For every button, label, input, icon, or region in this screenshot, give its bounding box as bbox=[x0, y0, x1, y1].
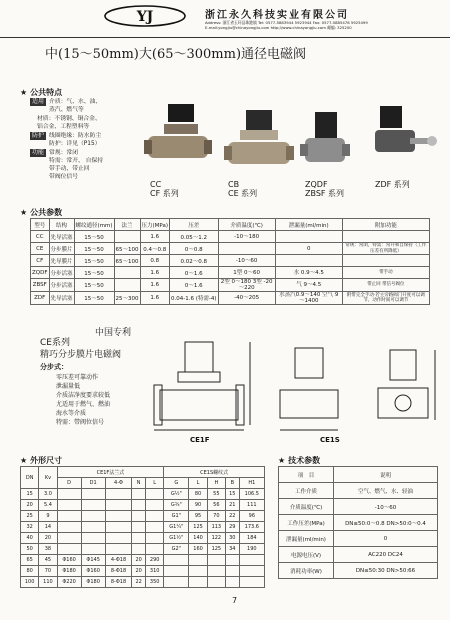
dims-row bbox=[21, 555, 265, 566]
tech-item-cell: 介质温度(℃) bbox=[279, 499, 334, 515]
dims-cell: 100 bbox=[21, 577, 39, 588]
dims-cell: 29 bbox=[225, 522, 239, 533]
dims-cell: G1½" bbox=[164, 533, 189, 544]
feature-item bbox=[30, 132, 140, 148]
dims-cell bbox=[81, 522, 105, 533]
ce1f-label: CE1F bbox=[190, 436, 210, 444]
params-cell: 常规：常闭，特需：常开和自保持（工作压差有所降低） bbox=[342, 243, 429, 255]
dims-cell bbox=[132, 533, 146, 544]
dims-cell bbox=[207, 577, 225, 588]
dims-cell bbox=[225, 555, 239, 566]
params-cell: 65～100 bbox=[114, 243, 140, 255]
dims-cell: 14 bbox=[39, 522, 57, 533]
params-cell: -10～180 bbox=[218, 231, 275, 243]
dims-cell: 110 bbox=[39, 577, 57, 588]
dims-row bbox=[21, 522, 265, 533]
tech-col-item: 项 目 bbox=[279, 467, 334, 483]
dims-cell: 50 bbox=[21, 544, 39, 555]
dims-cell: 32 bbox=[21, 522, 39, 533]
dims-cell bbox=[57, 500, 81, 511]
company-logo bbox=[95, 4, 195, 28]
dims-cell bbox=[189, 566, 207, 577]
params-cell: 先导活塞 bbox=[49, 231, 74, 243]
dims-cell: 45 bbox=[39, 555, 57, 566]
dims-cell bbox=[146, 489, 164, 500]
params-header-cell: 压力(MPa) bbox=[140, 219, 169, 231]
dims-cell: 5.4 bbox=[39, 500, 57, 511]
dims-cell bbox=[57, 511, 81, 522]
dims-cell bbox=[81, 533, 105, 544]
params-cell: 0～0.8 bbox=[170, 243, 219, 255]
dims-header-cell: N bbox=[132, 478, 146, 489]
patent-feature-line: 海水等介质 bbox=[56, 410, 87, 417]
params-row bbox=[31, 279, 430, 292]
params-cell: 1.6 bbox=[140, 267, 169, 279]
params-cell: 分步活塞 bbox=[49, 279, 74, 292]
dims-cell: G¾" bbox=[164, 500, 189, 511]
params-row bbox=[31, 255, 430, 267]
params-header-cell: 压差 bbox=[170, 219, 219, 231]
params-cell: 0.02～0.8 bbox=[170, 255, 219, 267]
params-cell: 附带完全手动·若主旁路阀门开度可以调节，动作时间可以调节 bbox=[342, 292, 429, 305]
dims-cell: 20 bbox=[132, 566, 146, 577]
dims-row bbox=[21, 544, 265, 555]
dims-cell: 20 bbox=[21, 500, 39, 511]
tech-value-cell: -10～60 bbox=[334, 499, 438, 515]
tech-item-cell: 电源电压(V) bbox=[279, 547, 334, 563]
dims-cell: 350 bbox=[146, 577, 164, 588]
params-cell: ZQDF bbox=[31, 267, 50, 279]
dims-cell: 80 bbox=[189, 489, 207, 500]
dims-row bbox=[21, 511, 265, 522]
dims-table bbox=[20, 466, 265, 588]
dims-cell: 160 bbox=[189, 544, 207, 555]
feature-line: 蒸汽、燃气等 bbox=[49, 107, 84, 113]
params-cell: 15～50 bbox=[74, 292, 114, 305]
feature-badge: 适用 bbox=[32, 98, 45, 105]
params-cell: 0.4～0.8 bbox=[140, 243, 169, 255]
params-header-cell: 结构 bbox=[49, 219, 74, 231]
dims-cell: 290 bbox=[146, 555, 164, 566]
dims-cell: 40 bbox=[21, 533, 39, 544]
tech-item-cell: 泄漏量(ml/min) bbox=[279, 531, 334, 547]
dims-row bbox=[21, 489, 265, 500]
dims-cell bbox=[239, 555, 264, 566]
dims-cell bbox=[132, 544, 146, 555]
params-header-cell: 介质温度(℃) bbox=[218, 219, 275, 231]
dims-cell bbox=[132, 522, 146, 533]
dims-cell: 184 bbox=[239, 533, 264, 544]
dims-cell: 113 bbox=[207, 522, 225, 533]
params-cell: 15～50 bbox=[74, 243, 114, 255]
dims-cell bbox=[105, 533, 132, 544]
dims-cell: 22 bbox=[132, 577, 146, 588]
params-cell bbox=[114, 231, 140, 243]
tech-value-cell: AC220 DC24 bbox=[334, 547, 438, 563]
dims-cell: 95 bbox=[189, 511, 207, 522]
dims-cell: 56 bbox=[207, 500, 225, 511]
params-cell: 1.6 bbox=[140, 292, 169, 305]
feature-line: 防护：详见（P15） bbox=[49, 141, 101, 147]
product-gallery bbox=[140, 98, 440, 198]
params-header-cell: 法兰 bbox=[114, 219, 140, 231]
dims-cell: 125 bbox=[207, 544, 225, 555]
dims-cell: 55 bbox=[207, 489, 225, 500]
params-cell: 0.8 bbox=[140, 255, 169, 267]
dims-cell bbox=[132, 500, 146, 511]
params-cell: -40～205 bbox=[218, 292, 275, 305]
params-cell: CF bbox=[31, 255, 50, 267]
params-cell: ZDF bbox=[31, 292, 50, 305]
dims-cell: Φ160 bbox=[81, 566, 105, 577]
dims-header-cell: D bbox=[57, 478, 81, 489]
dims-cell bbox=[105, 489, 132, 500]
dims-cell: 140 bbox=[189, 533, 207, 544]
dims-cell: 30 bbox=[225, 533, 239, 544]
params-cell: -10～60 bbox=[218, 255, 275, 267]
dims-cell: 96 bbox=[239, 511, 264, 522]
patent-feature-line: 泄漏量低 bbox=[56, 383, 81, 390]
dims-header-cell: 4-Φ bbox=[105, 478, 132, 489]
dims-cell: 70 bbox=[39, 566, 57, 577]
params-cell: 0.04-1.6 (特需-4) bbox=[170, 292, 219, 305]
dims-cell bbox=[81, 489, 105, 500]
feature-item bbox=[30, 115, 140, 131]
params-cell: CE bbox=[31, 243, 50, 255]
valve-cb-ce-image bbox=[224, 110, 294, 164]
dims-cell bbox=[146, 522, 164, 533]
dims-cell: 125 bbox=[189, 522, 207, 533]
params-cell: 25～300 bbox=[114, 292, 140, 305]
params-row bbox=[31, 231, 430, 243]
dims-cell: 9 bbox=[39, 511, 57, 522]
dims-cell: 80 bbox=[21, 566, 39, 577]
patent-feature-line: 介质洁净度要求较低 bbox=[56, 392, 111, 399]
params-cell: 分步膜片 bbox=[49, 243, 74, 255]
dims-cell: 20 bbox=[39, 533, 57, 544]
ce1s-label: CE1S bbox=[320, 436, 340, 444]
dims-cell bbox=[81, 544, 105, 555]
tech-row bbox=[279, 515, 438, 531]
params-cell: 15～50 bbox=[74, 267, 114, 279]
params-cell: 带手动 bbox=[342, 267, 429, 279]
params-cell: 先导活塞 bbox=[49, 292, 74, 305]
product-caption-4: ZDF 系列 bbox=[375, 180, 410, 189]
dims-group-flange: CE1F法兰式 bbox=[57, 467, 164, 478]
dims-cell bbox=[164, 555, 189, 566]
params-cell: 1.6 bbox=[140, 279, 169, 292]
feature-item bbox=[30, 149, 140, 181]
dims-cell bbox=[57, 489, 81, 500]
tech-value-cell: 空气、燃气、水、轻油 bbox=[334, 483, 438, 499]
params-cell: 0～1.6 bbox=[170, 279, 219, 292]
dims-cell bbox=[81, 511, 105, 522]
tech-value-cell: 0 bbox=[334, 531, 438, 547]
tech-item-cell: 消耗功率(W) bbox=[279, 563, 334, 579]
dims-cell: G1" bbox=[164, 511, 189, 522]
params-cell bbox=[114, 279, 140, 292]
dims-cell: 111 bbox=[239, 500, 264, 511]
patent-sub-heading: 分步式： bbox=[40, 363, 68, 371]
patent-series: CE系列 bbox=[40, 338, 70, 348]
dims-cell: 173.6 bbox=[239, 522, 264, 533]
feature-line: 线圈绝缘：防水防尘 bbox=[49, 133, 102, 139]
patent-badge: 中国专利 bbox=[95, 328, 132, 338]
feature-line: 铝合金、工程塑料等 bbox=[37, 124, 90, 130]
dims-cell bbox=[57, 522, 81, 533]
tech-item-cell: 工作压差(MPa) bbox=[279, 515, 334, 531]
params-cell bbox=[275, 255, 342, 267]
dims-cell: 22 bbox=[225, 511, 239, 522]
dims-cell: G2" bbox=[164, 544, 189, 555]
product-caption-2: CB CE 系列 bbox=[228, 180, 258, 198]
dims-cell: 122 bbox=[207, 533, 225, 544]
tech-col-desc: 说明 bbox=[334, 467, 438, 483]
feature-line: 带阀位信号 bbox=[49, 174, 79, 180]
dims-cell: 38 bbox=[39, 544, 57, 555]
params-header-cell: 附加功能 bbox=[342, 219, 429, 231]
dims-cell bbox=[189, 555, 207, 566]
params-heading: ★ 公共参数 bbox=[20, 208, 63, 217]
dims-cell bbox=[57, 533, 81, 544]
dims-cell: 20 bbox=[132, 555, 146, 566]
dims-cell: 4-Φ18 bbox=[105, 555, 132, 566]
dims-header-cell: G bbox=[164, 478, 189, 489]
tech-value-cell: DN≤50:0～0.8 DN>50:0～0.4 bbox=[334, 515, 438, 531]
dims-cell: 90 bbox=[189, 500, 207, 511]
dims-cell: G½" bbox=[164, 489, 189, 500]
dims-cell: 106.5 bbox=[239, 489, 264, 500]
dims-cell bbox=[207, 566, 225, 577]
params-row bbox=[31, 267, 430, 279]
dims-cell bbox=[57, 544, 81, 555]
dims-cell bbox=[146, 500, 164, 511]
dims-cell: G1¼" bbox=[164, 522, 189, 533]
dims-cell bbox=[239, 566, 264, 577]
feature-item bbox=[30, 98, 140, 114]
feature-line: 介质：气、水、油、 bbox=[49, 99, 102, 105]
params-cell: 2型 0～180 3型 -20～220 bbox=[218, 279, 275, 292]
patent-features bbox=[56, 373, 110, 427]
page-number: 7 bbox=[232, 596, 238, 605]
dims-cell: Φ160 bbox=[57, 555, 81, 566]
dims-cell: 8-Φ18 bbox=[105, 577, 132, 588]
params-cell: 0 bbox=[275, 243, 342, 255]
product-images bbox=[140, 98, 440, 178]
dims-group-thread: CE1S螺纹式 bbox=[164, 467, 265, 478]
params-header-cell: 泄漏量(ml/min) bbox=[275, 219, 342, 231]
dims-cell bbox=[105, 511, 132, 522]
params-cell: 0～1.6 bbox=[170, 267, 219, 279]
params-cell: 15～50 bbox=[74, 279, 114, 292]
params-cell: CC bbox=[31, 231, 50, 243]
dims-cell bbox=[239, 577, 264, 588]
dims-cell: 310 bbox=[146, 566, 164, 577]
params-cell bbox=[275, 231, 342, 243]
dims-row bbox=[21, 533, 265, 544]
dims-row bbox=[21, 566, 265, 577]
feature-line: 常规：常闭 bbox=[49, 150, 79, 156]
dims-cell: 25 bbox=[21, 511, 39, 522]
params-table bbox=[30, 218, 430, 305]
valve-zqdf-zbsf-image bbox=[300, 112, 350, 162]
page-title: 中(15～50mm)大(65～300mm)通径电磁阀 bbox=[45, 47, 307, 62]
patent-feature-line: 尤适用于燃气、燃油 bbox=[56, 401, 111, 408]
params-cell: ZBSF bbox=[31, 279, 50, 292]
tech-row bbox=[279, 563, 438, 579]
params-cell: 1.6 bbox=[140, 231, 169, 243]
params-cell bbox=[342, 255, 429, 267]
params-cell: 气 9～4.5 bbox=[275, 279, 342, 292]
feature-line: 材质：不锈钢、铜合金、 bbox=[37, 116, 101, 122]
feature-badge: 防护 bbox=[32, 132, 45, 139]
patent-name: 精巧分步膜片电磁阀 bbox=[40, 350, 122, 360]
dims-cell: Φ180 bbox=[57, 566, 81, 577]
product-caption-1: CC CF 系列 bbox=[150, 180, 179, 198]
dims-cell bbox=[225, 566, 239, 577]
params-cell: 带止回 带信号阀位 bbox=[342, 279, 429, 292]
valve-cc-cf-image bbox=[144, 104, 212, 158]
params-row bbox=[31, 292, 430, 305]
dims-header-cell: L bbox=[189, 478, 207, 489]
tech-row bbox=[279, 499, 438, 515]
params-cell: 0.05～1.2 bbox=[170, 231, 219, 243]
params-cell: 15～50 bbox=[74, 231, 114, 243]
dims-header-cell: H1 bbox=[239, 478, 264, 489]
params-cell bbox=[114, 267, 140, 279]
tech-item-cell: 工作介质 bbox=[279, 483, 334, 499]
ce1f-diagram bbox=[154, 342, 250, 430]
dims-header-cell: H bbox=[207, 478, 225, 489]
dims-cell bbox=[132, 511, 146, 522]
params-cell bbox=[218, 243, 275, 255]
dims-header-cell: L bbox=[146, 478, 164, 489]
params-cell: 分步活塞 bbox=[49, 267, 74, 279]
dims-cell: 15 bbox=[21, 489, 39, 500]
page-header bbox=[0, 0, 450, 38]
patent-feature-line: 零压差可靠动作 bbox=[56, 374, 99, 381]
params-cell: 水蒸汽0.9～140 空气 9～1400 bbox=[275, 292, 342, 305]
feature-badge: 功能 bbox=[32, 149, 45, 156]
dims-cell: 15 bbox=[225, 489, 239, 500]
dims-cell: 3.0 bbox=[39, 489, 57, 500]
dims-cell bbox=[146, 544, 164, 555]
dims-header-cell: D1 bbox=[81, 478, 105, 489]
params-cell: 15～50 bbox=[74, 255, 114, 267]
dims-cell bbox=[207, 555, 225, 566]
tech-row bbox=[279, 531, 438, 547]
dims-cell: 8-Φ18 bbox=[105, 566, 132, 577]
dims-heading: ★ 外形尺寸 bbox=[20, 456, 63, 465]
dims-cell: Φ180 bbox=[81, 577, 105, 588]
dims-cell bbox=[146, 533, 164, 544]
params-cell bbox=[342, 231, 429, 243]
dims-header-dn: DN bbox=[21, 467, 39, 489]
dims-cell bbox=[105, 544, 132, 555]
tech-heading: ★ 技术参数 bbox=[278, 456, 321, 465]
dims-cell: 190 bbox=[239, 544, 264, 555]
dims-row bbox=[21, 500, 265, 511]
dims-cell bbox=[146, 511, 164, 522]
dimension-diagrams bbox=[150, 330, 440, 445]
dims-cell: 70 bbox=[207, 511, 225, 522]
params-header-cell: 型号 bbox=[31, 219, 50, 231]
tech-table bbox=[278, 466, 438, 579]
ce1s-diagram bbox=[280, 348, 435, 430]
params-cell: 先导膜片 bbox=[49, 255, 74, 267]
feature-line: 特需：常开、 自保持 bbox=[49, 158, 104, 164]
valve-zdf-image bbox=[375, 106, 437, 152]
dims-cell bbox=[132, 489, 146, 500]
dims-cell bbox=[81, 500, 105, 511]
dims-header-kv: Kv bbox=[39, 467, 57, 489]
params-header-cell: 螺纹通径(mm) bbox=[74, 219, 114, 231]
params-cell: 65～100 bbox=[114, 255, 140, 267]
company-address: Address: 浙江省玉环县珠港镇 Tel: 0577-5883944 5923944 Fax: 0577-5885478 5925499 E-mail:yongjiu@chinayongjiu.com http://www.chinayongjiu.com 邮编: 325200 bbox=[205, 20, 368, 30]
tech-row bbox=[279, 547, 438, 563]
patent-feature-line: 特需：带阀位信号 bbox=[56, 419, 105, 426]
params-row bbox=[31, 243, 430, 255]
tech-row bbox=[279, 483, 438, 499]
dims-cell bbox=[164, 577, 189, 588]
dims-cell: Φ145 bbox=[81, 555, 105, 566]
dims-cell: 65 bbox=[21, 555, 39, 566]
dims-row bbox=[21, 577, 265, 588]
feature-line: 带手动、带止回 bbox=[49, 166, 90, 172]
dims-cell bbox=[225, 577, 239, 588]
dims-cell bbox=[189, 577, 207, 588]
company-name: 浙江永久科技实业有限公司 bbox=[205, 10, 349, 21]
product-caption-3: ZQDF ZBSF 系列 bbox=[305, 180, 345, 198]
dims-cell: 21 bbox=[225, 500, 239, 511]
features-list bbox=[30, 98, 140, 182]
features-heading: ★ 公共特点 bbox=[20, 88, 63, 97]
tech-value-cell: DN≤50:30 DN>50:66 bbox=[334, 563, 438, 579]
params-cell: 1型 0～60 bbox=[218, 267, 275, 279]
dims-cell: 34 bbox=[225, 544, 239, 555]
dims-header-cell: B bbox=[225, 478, 239, 489]
dims-cell bbox=[105, 522, 132, 533]
svg-text:YJ: YJ bbox=[136, 9, 154, 25]
dims-cell bbox=[164, 566, 189, 577]
dims-cell: Φ220 bbox=[57, 577, 81, 588]
params-cell: 水 0.9～4.5 bbox=[275, 267, 342, 279]
dims-cell bbox=[105, 500, 132, 511]
